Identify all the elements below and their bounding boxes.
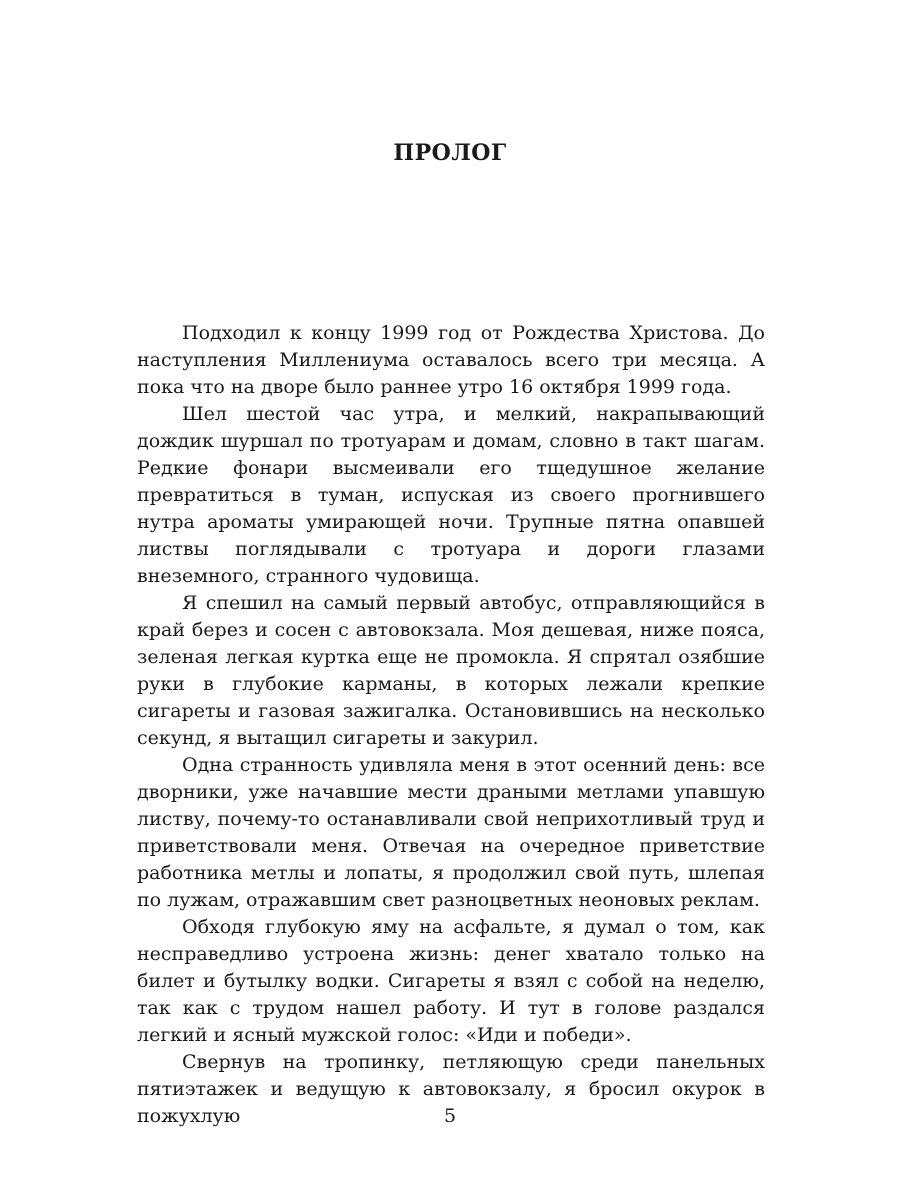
page-number: 5: [443, 1105, 457, 1127]
paragraph: Одна странность удивляла меня в этот осенний день: все дворники, уже начавшие мести драными метлами упавшую листву, почему-то останавливали свой неприхотливый труд и приветствовали меня. Отвечая на очередное приветствие работника метлы и лопаты, я продолжил свой путь, шлепая по лужам, отражавшим свет разноцветных неоновых реклам.: [137, 754, 765, 911]
chapter-body: [137, 320, 765, 1130]
paragraph: Обходя глубокую яму на асфальте, я думал о том, как несправедливо устроена жизнь: денег хватало только на билет и бутылку водки. Сигареты я взял с собой на неделю, так как с трудом нашел работу. И тут в голове раздался легкий и ясный мужской голос: «Иди и победи».: [137, 916, 765, 1046]
paragraph: Я спешил на самый первый автобус, отправляющийся в край берез и сосен с автовокзала. Моя дешевая, ниже пояса, зеленая легкая куртка еще не промокла. Я спрятал озябшие руки в глубокие карманы, в которых лежали крепкие сигареты и газовая зажигалка. Остановившись на несколько секунд, я вытащил сигареты и закурил.: [137, 592, 765, 749]
paragraph: Шел шестой час утра, и мелкий, накрапывающий дождик шуршал по тротуарам и домам, словно в такт шагам. Редкие фонари высмеивали его тщедушное желание превратиться в туман, испуская из своего прогнившего нутра ароматы умирающей ночи. Трупные пятна опавшей листвы поглядывали с тротуара и дороги глазами внеземного, странного чудовища.: [137, 403, 765, 587]
paragraph: Подходил к концу 1999 год от Рождества Христова. До наступления Миллениума оставалось всего три месяца. А пока что на дворе было раннее утро 16 октября 1999 года.: [137, 322, 765, 398]
paragraph: Свернув на тропинку, петляющую среди панельных пятиэтажек и ведущую к автовокзалу, я бросил окурок в пожухлую: [137, 1051, 765, 1127]
chapter-title: ПРОЛОГ: [393, 140, 507, 166]
